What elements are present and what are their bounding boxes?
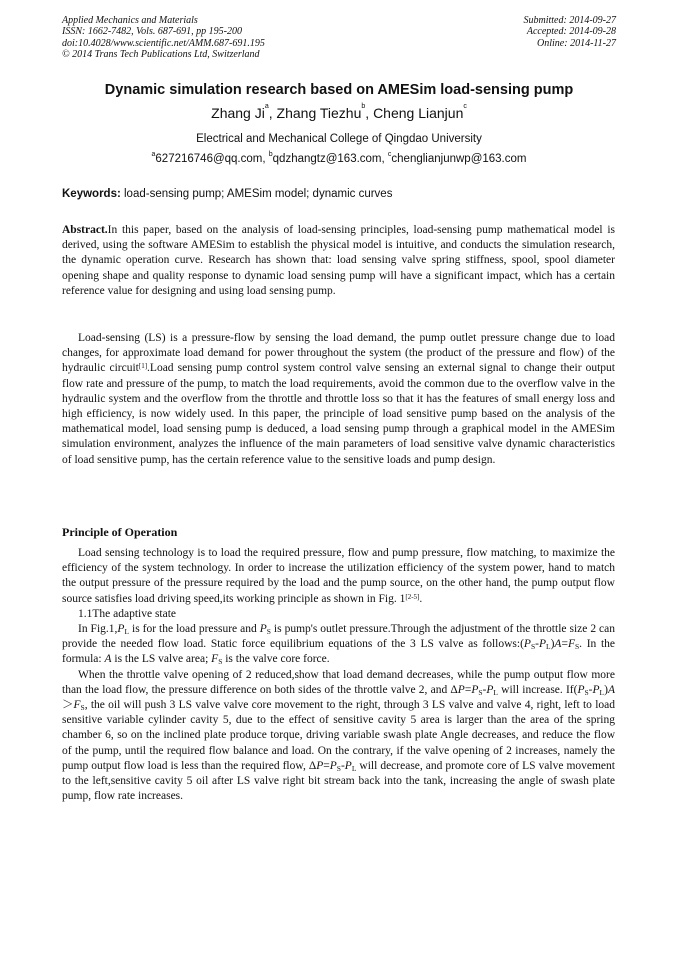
author-mark: c bbox=[463, 103, 467, 110]
journal-name: Applied Mechanics and Materials bbox=[62, 15, 198, 26]
abstract bbox=[62, 223, 615, 299]
principle-paragraph-2: In $Fig.1,P_L$ is for the load pressure and $P_S$ is pump's outlet pressure.Through the adjustment of the throttle size 2 can provide the needed flow load. Static force equilibrium equations of the 3 LS valve as $follows:(P_S-P_L)A=F_S$. In the formula: A is the LS valve area; $F_S$ is the valve core force. bbox=[62, 623, 616, 667]
date-online: Online: 2014-11-27 bbox=[537, 37, 616, 49]
keywords-text: load-sensing pump; AMESim model; dynamic curves bbox=[120, 188, 393, 200]
author-list: Zhang Ji$^a$, Zhang Tiezhu$^b$, Cheng Lianjun$^c$ bbox=[211, 103, 467, 121]
keywords-label: Keywords: bbox=[62, 188, 121, 200]
author-mark: b bbox=[361, 103, 366, 110]
journal-doi[interactable]: doi:10.4028/www.scientific.net/AMM.687-691.195 bbox=[62, 37, 265, 49]
email-mark: a bbox=[151, 151, 156, 158]
author-name: Zhang Tiezhu bbox=[276, 105, 362, 121]
journal-copyright: © 2014 Trans Tech Publications Ltd, Switzerland bbox=[62, 48, 260, 60]
email-list: $^a$627216746@qq.com, $^b$qdzhangtz@163.com, $^c$chenglianjunwp@163.com bbox=[151, 151, 527, 165]
author-name: Cheng Lianjun bbox=[373, 105, 464, 121]
email-mark: b bbox=[268, 151, 273, 158]
principle-paragraph-1: Load sensing technology is to load the required pressure, flow and pump pressure, flow matching, to maximize the efficiency of the system technology. In order to increase the utilization efficiency of the system power, hand to match the output pressure of the pressure required by the load and the pump source, on the other hand, the pump output flow source satisfies load driving speed,its working principle as shown in Fig. 1[2-5]. bbox=[62, 547, 615, 605]
citation[interactable]: [1] bbox=[138, 362, 148, 371]
intro-paragraph: Load-sensing (LS) is a pressure-flow by sensing the load demand, the pump outlet pressure change due to load changes, for approximate load demand for power throughout the system (the product of the pressure and flow) of the hydraulic circuit[1].Load sensing pump control system control valve sensing an external signal to change their output flow rate and pressure of the pump, to match the load requirements, avoid the common due to the overflow valve in the hydraulic system and the overflow from the throttle and throttle loss so that it has the features of small energy loss and high efficiency, is now widely used. In this paper, the principle of load sensitive pump based on the analysis of the mathematical model, load sensing pump is deduced, a load sensing pump through a graphical model in the AMESim simulation environment, analyzes the influence of the main parameters of load sensitive valve dynamic characteristics of load sensitive pump, has the certain reference value to the sensitive loads and pump design. bbox=[62, 332, 615, 466]
principle-section bbox=[62, 546, 615, 804]
journal-info bbox=[62, 15, 265, 60]
date-submitted: Submitted: 2014-09-27 bbox=[523, 15, 616, 26]
principle-paragraph-3: When the throttle valve opening of 2 reduced,show that load demand decreases, while the pump output flow more than the load flow, the pressure difference on both sides of the throttle valve 2, and $\Delta P=P_S-P_L$ will increase. $If(P_S-P_L)A>F_S$, the oil will push 3 LS valve valve core movement to the right, through 3 LS valve and valve 4, right, left to load sensitive variable cylinder cavity 5, due to the effect of sensitive cavity 5 area is larger than the area of the spring chamber 6, so on the inclined plate produce torque, driving variable swash plate Angle decreases, and reduce the flow of the pump, until the required flow balance and load. On the contrary, if the valve opening of 2 increases, namely the pump output flow load is less than the required flow, $\Delta P=P_S-P_L$ will decrease, and promote core of LS valve movement to the left,sensitive cavity 5 oil after LS valve right bit stream back into the tank, increasing the angle of swash plate pump, flow rate increases. bbox=[62, 668, 616, 803]
abstract-text: In this paper, based on the analysis of load-sensing principles, load-sensing pump mathematical model is derived, using the software AMESim to establish the physical model is intuitive, and conducts the simulation research, the dynamic operation curve. Research has shown that: load sensing valve spring stiffness, spool, spool diameter opening shape and quality response to dynamic load sensing pump will have a significant impact, which has a certain reference value for designing and using load sensing pump. bbox=[62, 224, 615, 297]
email-address[interactable]: 627216746@qq.com bbox=[155, 153, 263, 165]
affiliation: Electrical and Mechanical College of Qingdao University bbox=[196, 133, 482, 145]
journal-issn: ISSN: 1662-7482, Vols. 687-691, pp 195-200 bbox=[62, 26, 242, 38]
author-name: Zhang Ji bbox=[211, 105, 265, 121]
email-address[interactable]: qdzhangtz@163.com bbox=[272, 153, 382, 165]
paper-title: Dynamic simulation research based on AMESim load-sensing pump bbox=[104, 82, 574, 98]
keywords bbox=[62, 188, 616, 200]
email-address[interactable]: chenglianjunwp@163.com bbox=[391, 153, 527, 165]
publication-dates bbox=[524, 15, 617, 49]
section-heading: Principle of Operation bbox=[62, 525, 178, 539]
date-accepted: Accepted: 2014-09-28 bbox=[526, 26, 616, 38]
email-mark: c bbox=[387, 151, 392, 158]
author-mark: a bbox=[264, 103, 269, 110]
abstract-label: Abstract. bbox=[62, 224, 108, 236]
citation[interactable]: [2-5] bbox=[405, 592, 420, 601]
subsection-heading: 1.1The adaptive state bbox=[78, 607, 177, 620]
